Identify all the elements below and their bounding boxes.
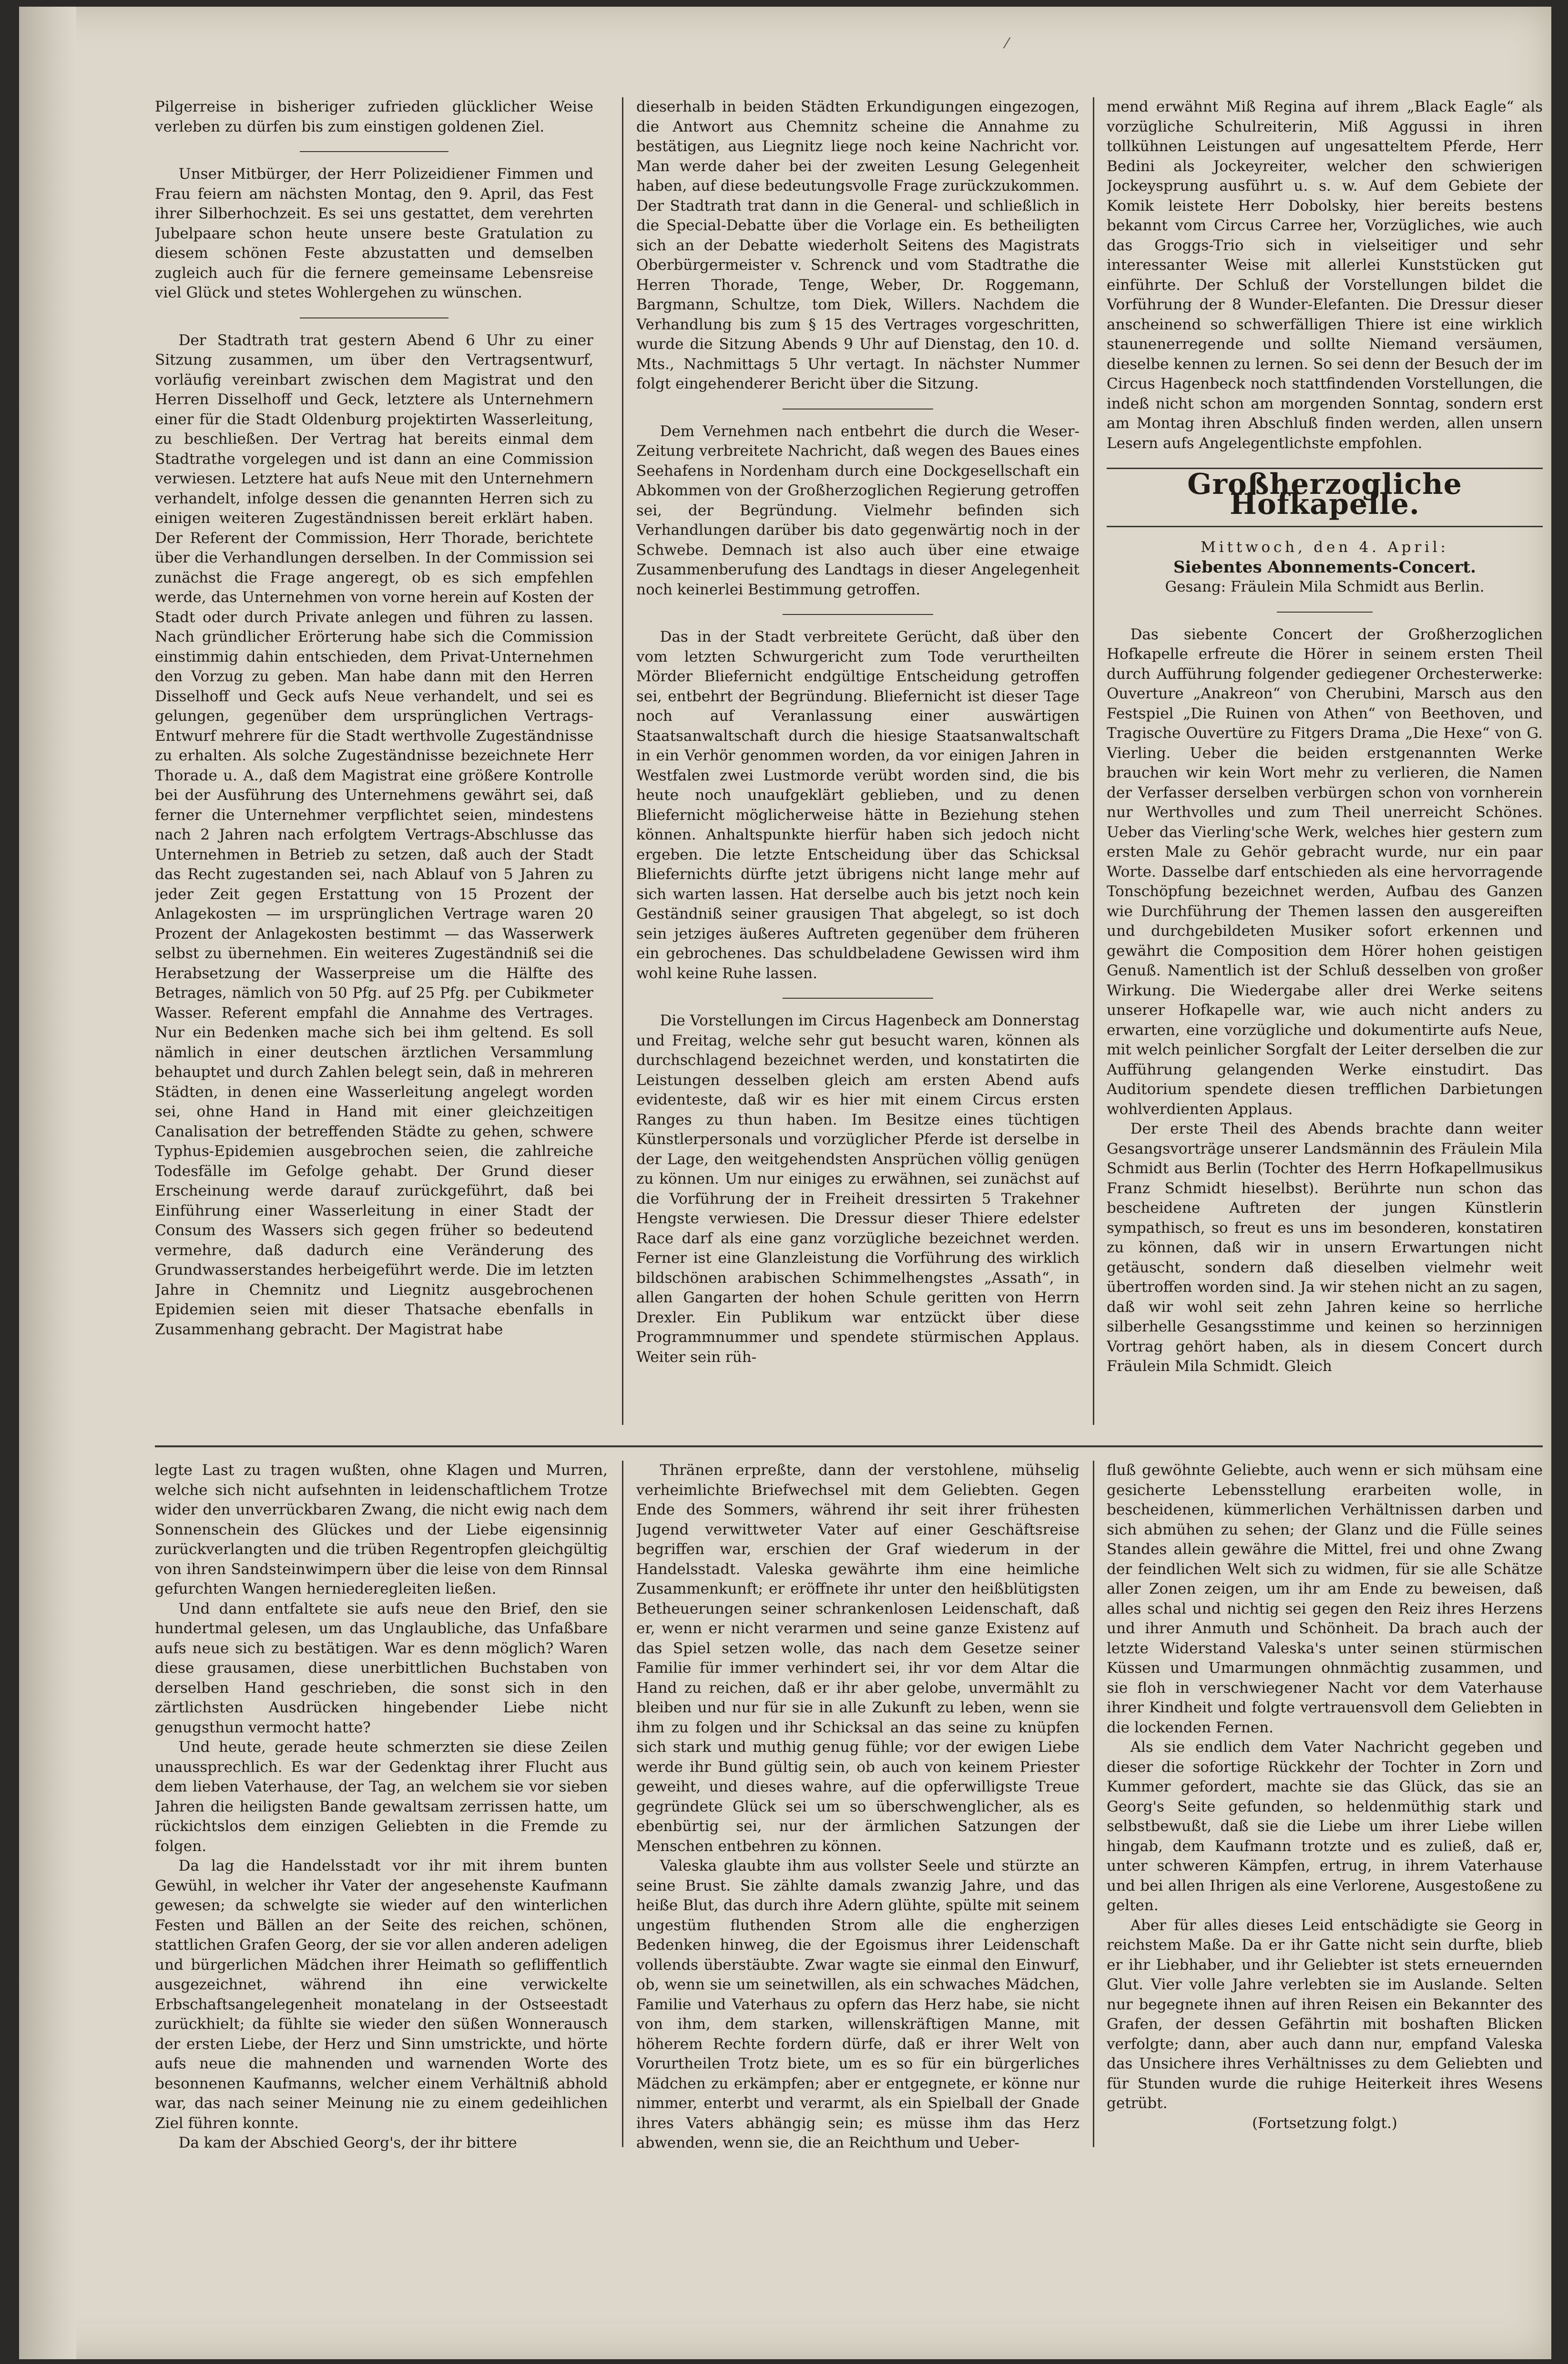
- article-paragraph: Da kam der Abschied Georg's, der ihr bittere: [178, 2134, 517, 2151]
- concert-date: Mittwoch, den 4. April:: [1201, 539, 1449, 556]
- article-paragraph: Das siebente Concert der Großherzoglichen Hofkapelle erfreute die Hörer in seinem ersten Theil durch Aufführung folgender gediegener Orchesterwerke: Ouverture „Anakreon“ von Cherubini, Marsch aus den Festspiel „Die Ruinen von Athen“ von Beethoven, und Tragische Ouvertüre zu Fitgers Drama „Die Hexe“ von G. Vierling. Ueber die beiden erstgenannten Werke brauchen wir kein Wort mehr zu verlieren, die Namen der Verfasser derselben verbürgen schon von vornherein nur Werthvolles und zum Theil unerreicht Schönes. Ueber das Vierling'sche Werk, welches hier gestern zum ersten Male zu Gehör gebracht wurde, nur ein paar Worte. Dasselbe darf entschieden als eine hervorragende Tonschöpfung bezeichnet werden, Aufbau des Ganzen wie Durchführung der Themen lassen den ausgereiften und durchgebildeten Musiker sofort erkennen und gewährt die Composition dem Hörer hohen geistigen Genuß. Namentlich ist der Schluß desselben von großer Wirkung. Die Wiedergabe aller drei Werke seitens unserer Hofkapelle war, wie auch nicht anders zu erwarten, eine vorzügliche und dokumentirte aufs Neue, mit welch peinlicher Sorgfalt der Leiter derselben die zur Aufführung gelangenden Werke einstudirt. Das Auditorium spendete diesen trefflichen Darbietungen wohlverdienten Applaus.: [1107, 625, 1543, 1118]
- newspaper-page: [19, 7, 1551, 2359]
- article-paragraph: Und dann entfaltete sie aufs neue den Brief, den sie hundertmal gelesen, um das Unglaubliche, das Unfaßbare aufs neue sich zu bestätigen. War es denn möglich? Waren diese grausamen, diese unerbittlichen Buchstaben von derselben Hand geschrieben, die sonst sich in den zärtlichsten Ausdrücken hingebender Liebe nicht genugsthun vermocht hatte?: [155, 1600, 608, 1736]
- article-paragraph: fluß gewöhnte Geliebte, auch wenn er sich mühsam eine gesicherte Lebensstellung erarbeiten wolle, in bescheidenen, kümmerlichen Verhältnissen darben und sich abmühen zu sehen; der Glanz und die Fülle seines Standes allein gewähre die Mittel, frei und ohne Zwang der feindlichen Welt sich zu widmen, für sie alle Schätze aller Zonen zeigen, um ihr am Ende zu beweisen, daß alles schal und nichtig sei gegen den Reiz ihres Herzens und ihrer Anmuth und Schönheit. Da brach auch der letzte Widerstand Valeska's unter seinen stürmischen Küssen und Umarmungen ohnmächtig zusammen, und sie floh in verschwiegener Nacht vor dem Vaterhause ihrer Kindheit und folgte vertrauensvoll dem Geliebten in die lockenden Fernen.: [1107, 1462, 1543, 1736]
- article-paragraph: Unser Mitbürger, der Herr Polizeidiener Fimmen und Frau feiern am nächsten Montag, den 9. April, das Fest ihrer Silberhochzeit. Es sei uns gestattet, dem verehrten Jubelpaare schon heute unsere beste Gratulation zu diesem schönen Feste abzustatten und demselben zugleich auch für die fernere gemeinsame Lebensreise viel Glück und stetes Wohlergehen zu wünschen.: [155, 165, 593, 301]
- column-rule: [1093, 1461, 1094, 2147]
- article-paragraph: Aber für alles dieses Leid entschädigte sie Georg in reichstem Maße. Da er ihr Gatte nicht sein durfte, blieb er ihr Liebhaber, und ihr Geliebter ist stets erneuernden Glut. Vier volle Jahre verlebten sie im Auslande. Selten nur begegnete ihnen auf ihren Reisen ein Bekannter des Grafen, der dessen Gefährtin mit boshaften Blicken verfolgte; dann, aber auch dann nur, empfand Valeska das Unsichere ihres Verhältnisses zu dem Geliebten und für Stunden wurde die ruhige Heiterkeit ihres Wesens getrübt.: [1107, 1916, 1543, 2112]
- article-paragraph: Das in der Stadt verbreitete Gerücht, daß über den vom letzten Schwurgericht zum Tode verurtheilten Mörder Bliefernicht endgültige Entscheidung getroffen sei, entbehrt der Begründung. Bliefernicht ist dieser Tage noch auf Veranlassung einer auswärtigen Staatsanwaltschaft durch die hiesige Staatsanwaltschaft in ein Verhör genommen worden, da vor einigen Jahren in Westfalen zwei Lustmorde verübt worden sind, die bis heute noch unaufgeklärt geblieben, und zu denen Bliefernicht möglicherweise hätte in Beziehung stehen können. Anhaltspunkte hierfür haben sich jedoch nicht ergeben. Die letzte Entscheidung über das Schicksal Bliefernichts dürfte jetzt übrigens nicht lange mehr auf sich warten lassen. Hat derselbe auch bis jetzt noch kein Geständniß seiner grausigen That abgelegt, so ist doch sein jetziges äußeres Auftreten gegenüber dem früheren ein gebrochenes. Das schuldbeladene Gewissen wird ihm wohl keine Ruhe lassen.: [636, 628, 1079, 982]
- separator: [300, 317, 449, 318]
- article-paragraph: mend erwähnt Miß Regina auf ihrem „Black Eagle“ als vorzügliche Schulreiterin, Miß Aggussi in ihren tollkühnen Leistungen auf ungesatteltem Pferde, Herr Bedini als Jockeyreiter, welcher den schwierigen Jockeysprung ausführt u. s. w. Auf dem Gebiete der Komik leistete Herr Dobolsky, hier bereits bestens bekannt vom Circus Carree her, Vorzügliches, wie auch das Groggs-Trio sich in vielseitiger und sehr interessanter Weise mit allerlei Kunststücken gut einführte. Der Schluß der Vorstellungen bildet die Vorführung der 8 Wunder-Elefanten. Die Dressur dieser anscheinend so schwerfälligen Thiere ist eine wirklich staunenerregende und sollte Niemand versäumen, dieselbe kennen zu lernen. So sei denn der Besuch der im Circus Hagenbeck noch stattfindenden Vorstellungen, die indeß nicht schon am morgenden Sonntag, sondern erst am Montag ihren Abschluß finden werden, allen unsern Lesern aufs Angelegentlichste empfohlen.: [1107, 98, 1543, 452]
- column-rule: [622, 97, 623, 1425]
- column-rule: [1093, 97, 1094, 1425]
- article-paragraph: Da lag die Handelsstadt vor ihr mit ihrem bunten Gewühl, in welcher ihr Vater der angesehenste Kaufmann gewesen; da schwelgte sie wieder auf den winterlichen Festen und Bällen an der Seite des reichen, schönen, stattlichen Grafen Georg, der sie vor allen anderen adeligen und bürgerlichen Mädchen ihrer Heimath so gefliffentlich ausgezeichnet, während ihn eine verwickelte Erbschaftsangelegenheit monatelang in der Ostseestadt zurückhielt; da fühlte sie wieder den süßen Wonnerausch der ersten Liebe, der Herz und Sinn umstrickte, und hörte aufs neue die mahnenden und warnenden Worte des besonnenen Kaufmanns, welcher einem Verhältniß abhold war, das nach seiner Meinung nie zu einem gedeihlichen Ziel führen konnte.: [155, 1857, 608, 2132]
- feuilleton-column-3: [1107, 1461, 1543, 2176]
- feuilleton-column-1: [155, 1461, 608, 2176]
- top-column-3: [1107, 97, 1543, 1446]
- article-paragraph: Pilgerreise in bisheriger zufrieden glücklicher Weise verleben zu dürfen bis zum einstigen goldenen Ziel.: [155, 98, 593, 135]
- hofkapelle-title: Großherzogliche Hofkapelle.: [1187, 468, 1462, 521]
- article-paragraph: Der erste Theil des Abends brachte dann weiter Gesangsvorträge unserer Landsmännin des Fräulein Mila Schmidt aus Berlin (Tochter des Herrn Hofkapellmusikus Franz Schmidt hieselbst). Berührte nun schon das bescheidene Auftreten der jungen Künstlerin sympathisch, so freut es uns im besonderen, konstatiren zu können, daß wir in unsern Erwartungen nicht getäuscht, sondern daß dieselben vielmehr weit übertroffen worden sind. Ja wir stehen nicht an zu sagen, daß wir wohl seit zehn Jahren keine so herrliche silberhelle Gesangsstimme und keinen so herzinnigen Vortrag gehört haben, als in diesem Concert durch Fräulein Mila Schmidt. Gleich: [1107, 1120, 1543, 1375]
- top-column-1: [155, 97, 593, 1446]
- article-paragraph: Der Stadtrath trat gestern Abend 6 Uhr zu einer Sitzung zusammen, um über den Vertragsentwurf, vorläufig vereinbart zwischen dem Magistrat und den Herren Disselhoff und Geck, letztere als Unternehmern einer für die Stadt Oldenburg projektirten Wasserleitung, zu beschließen. Der Vertrag hat bereits einmal dem Stadtrathe vorgelegen und ist dann an eine Commission verwiesen. Letztere hat aufs Neue mit den Unternehmern verhandelt, infolge dessen die genannten Herren sich zu einigen weiteren Zugeständnissen bereit erklärt haben. Der Referent der Commission, Herr Thorade, berichtete über die Verhandlungen derselben. In der Commission sei zunächst die Frage angeregt, ob es sich empfehlen werde, das Unternehmen von vorne herein auf Kosten der Stadt oder durch Private anlegen und führen zu lassen. Nach gründlicher Erörterung habe sich die Commission einstimmig dahin entschieden, dem Privat-Unternehmen den Vorzug zu geben. Man habe dann mit den Herren Disselhoff und Geck aufs Neue verhandelt, und sei es gelungen, gegenüber dem ursprünglichen Vertrags-Entwurf mehrere für die Stadt werthvolle Zugeständnisse zu erhalten. Als solche Zugeständnisse bezeichnete Herr Thorade u. A., daß dem Magistrat eine größere Kontrolle bei der Ausführung des Unternehmens gewährt sei, daß ferner die Unternehmer verpflichtet seien, mindestens nach 2 Jahren nach erfolgtem Vertrags-Abschlusse das Unternehmen in Betrieb zu setzen, daß auch der Stadt das Recht zugestanden sei, nach Ablauf von 5 Jahren zu jeder Zeit gegen Erstattung von 15 Prozent der Anlagekosten — im ursprünglichen Vertrage waren 20 Prozent der Anlagekosten bestimmt — das Wasserwerk selbst zu übernehmen. Ein weiteres Zugeständniß sei die Herabsetzung der Wasserpreise um die Hälfte des Betrages, nämlich von 50 Pfg. auf 25 Pfg. per Cubikmeter Wasser. Referent empfahl die Annahme des Vertrages. Nur ein Bedenken mache sich bei ihm geltend. Es soll nämlich in einer deutschen ärztlichen Versammlung behauptet und durch Zahlen belegt sein, daß in mehreren Städten, in denen eine Wasserleitung angelegt worden sei, ohne Hand in Hand mit einer gleichzeitigen Canalisation der betreffenden Städte zu gehen, schwere Typhus-Epidemien ausgebrochen seien, die zahlreiche Todesfälle im Gefolge gehabt. Der Grund dieser Erscheinung werde darauf zurückgeführt, daß bei Einführung einer Wasserleitung in einer Stadt der Consum des Wassers sich gegen früher so bedeutend vermehre, daß dadurch eine Veränderung des Grundwasserstandes herbeigeführt werde. Die im letzten Jahre in Chemnitz und Liegnitz ausgebrochenen Epidemien seien mit dieser Thatsache ebenfalls in Zusammenhang gebracht. Der Magistrat habe: [155, 331, 593, 1338]
- article-paragraph: Als sie endlich dem Vater Nachricht gegeben und dieser die sofortige Rückkehr der Tochter in Zorn und Kummer gefordert, machte sie das Glück, das sie an Georg's Seite gefunden, so heldenmüthig stark und selbstbewußt, daß sie die Liebe um ihrer Liebe willen hingab, dem Kaufmann trotzte und es zuließ, daß er, unter schweren Kämpfen, ertrug, in ihrem Vaterhause und bei allen Ihrigen als eine Verlorene, Ausgestoßene zu gelten.: [1107, 1739, 1543, 1914]
- separator: [1277, 612, 1373, 613]
- concert-soloist: Gesang: Fräulein Mila Schmidt aus Berlin.: [1165, 578, 1485, 595]
- column-rule: [622, 1461, 623, 2147]
- feuilleton-column-2: [636, 1461, 1079, 2176]
- article-paragraph: Die Vorstellungen im Circus Hagenbeck am Donnerstag und Freitag, welche sehr gut besucht waren, können als durchschlagend bezeichnet werden, und konstatirten die Leistungen desselben gleich am ersten Abend aufs evidenteste, daß wir es hier mit einem Circus ersten Ranges zu thun haben. Im Besitze eines tüchtigen Künstlerpersonals und vorzüglicher Pferde ist derselbe in der Lage, den weitgehendsten Ansprüchen völlig genügen zu können. Um nur einiges zu erwähnen, sei zunächst auf die Vorführung der in Freiheit dressirten 5 Trakehner Hengste verwiesen. Die Dressur dieser Thiere edelster Race darf als eine ganz vorzügliche bezeichnet werden. Ferner ist eine Glanzleistung die Vorführung des wirklich bildschönen arabischen Schimmelhengstes „Assath“, in allen Gangarten der hohen Schule geritten von Herrn Drexler. Ein Publikum war entzückt über diese Programmnummer und spendete stürmischen Applaus. Weiter sein rüh-: [636, 1012, 1079, 1366]
- article-paragraph: legte Last zu tragen wußten, ohne Klagen und Murren, welche sich nicht aufsehnten in leidenschaftlichem Trotze wider den unverrückbaren Zwang, die nicht ewig nach dem Sonnenschein des Glückes und der Liebe eigensinnig zurückverlangten und die trüben Regentropfen gleichgültig von ihren Sandsteinwimpern über die leise von dem Rinnsal gefurchten Wangen herniederegleiten ließen.: [155, 1462, 608, 1597]
- separator: [783, 614, 933, 615]
- article-paragraph: dieserhalb in beiden Städten Erkundigungen eingezogen, die Antwort aus Chemnitz scheine die Annahme zu bestätigen, aus Liegnitz liege noch keine Nachricht vor. Man werde daher bei der zweiten Lesung Gelegenheit haben, auf diese bedeutungsvolle Frage zurückzukommen. Der Stadtrath trat dann in die General- und schließlich in die Special-Debatte über die Vorlage ein. Es betheiligten sich an der Debatte wiederholt Seitens des Magistrats Oberbürgermeister v. Schrenck und vom Stadtrathe die Herren Thorade, Tenge, Weber, Dr. Roggemann, Bargmann, Schultze, tom Diek, Willers. Nachdem die Verhandlung bis zum § 15 des Vertrages vorgeschritten, wurde die Sitzung Abends 9 Uhr auf Dienstag, den 10. d. Mts., Nachmittags 5 Uhr vertagt. In nächster Nummer folgt eingehenderer Bericht über die Sitzung.: [636, 98, 1079, 392]
- feuilleton-rule: [155, 1445, 1543, 1447]
- hofkapelle-header: [1107, 468, 1543, 527]
- article-paragraph: Thränen erpreßte, dann der verstohlene, mühselig verheimlichte Briefwechsel mit dem Geliebten. Gegen Ende des Sommers, während ihr seit ihrer frühesten Jugend verwittweter Vater auf einer Geschäftsreise begriffen war, erschien der Graf wiederum in der Handelsstadt. Valeska gewährte ihm eine heimliche Zusammenkunft; er eröffnete ihr unter den heißblütigsten Betheuerungen seiner schrankenlosen Leidenschaft, daß er, wenn er nicht verarmen und seine ganze Existenz auf das Spiel setzen wolle, das nach dem Gesetze seiner Familie für immer verhindert sei, ihr vor dem Altar die Hand zu reichen, daß er ihr aber gelobe, unvermählt zu bleiben und nur für sie in alle Zukunft zu leben, wenn sie ihm zu folgen und ihr Schicksal an das seine zu knüpfen sich stark und muthig genug fühle; vor der ewigen Liebe werde ihr Bund gültig sein, ob auch von keinem Priester geweiht, und dieses wahre, auf die opferwilligste Treue gegründete Glück sei um so überschwenglicher, als es ebenbürtig sei, nur der ärmlichen Satzungen der Menschen entbehren zu können.: [636, 1462, 1079, 1855]
- top-column-2: [636, 97, 1079, 1446]
- separator: [300, 151, 449, 152]
- continuation-note: (Fortsetzung folgt.): [1252, 2114, 1397, 2132]
- ink-mark: ⁄: [1006, 35, 1008, 52]
- hofkapelle-review: [1107, 625, 1543, 1377]
- concert-title: Siebentes Abonnements-Concert.: [1173, 557, 1476, 577]
- article-paragraph: Valeska glaubte ihm aus vollster Seele und stürzte an seine Brust. Sie zählte damals zwanzig Jahre, und das heiße Blut, das durch ihre Adern glühte, spülte mit seinem ungestüm fluthenden Strom alle die engherzigen Bedenken hinweg, die der Egoismus ihrer Leidenschaft vollends überstäubte. Zwar wagte sie einmal den Einwurf, ob, wenn sie um seinetwillen, als ein schwaches Mädchen, Familie und Vaterhaus zu opfern das Herz habe, sie nicht von ihm, dem starken, willenskräftigen Manne, mit höherem Rechte fordern dürfe, daß er ihrer Welt von Vorurtheilen Trotz biete, um es so für ein bürgerliches Mädchen zu erkämpfen; aber er entgegnete, er könne nur nimmer, enterbt und verarmt, als ein Spielball der Gnade ihres Vaters abhängig sein; es müsse ihm das Herz abwenden, wenn sie, die an Reichthum und Ueber-: [636, 1857, 1079, 2151]
- circus-article-continuation: [1107, 97, 1543, 453]
- page-fold-shadow: [19, 7, 76, 2359]
- separator: [783, 998, 933, 999]
- article-paragraph: Und heute, gerade heute schmerzten sie diese Zeilen unaussprechlich. Es war der Gedenktag ihrer Flucht aus dem lieben Vaterhause, der Tag, an welchem sie vor sieben Jahren die heiligsten Bande gewaltsam zerrissen hatte, um rückichtslos dem einzigen Geliebten in die Fremde zu folgen.: [155, 1739, 608, 1855]
- article-paragraph: Dem Vernehmen nach entbehrt die durch die Weser-Zeitung verbreitete Nachricht, daß wegen des Baues eines Seehafens in Nordenham durch eine Dockgesellschaft ein Abkommen von der Großherzoglichen Regierung getroffen sei, der Begründung. Vielmehr befinden sich Verhandlungen darüber bis dato gegenwärtig noch in der Schwebe. Demnach ist also auch über eine etwaige Zusammenberufung des Landtags in dieser Angelegenheit noch keinerlei Bestimmung getroffen.: [636, 422, 1079, 598]
